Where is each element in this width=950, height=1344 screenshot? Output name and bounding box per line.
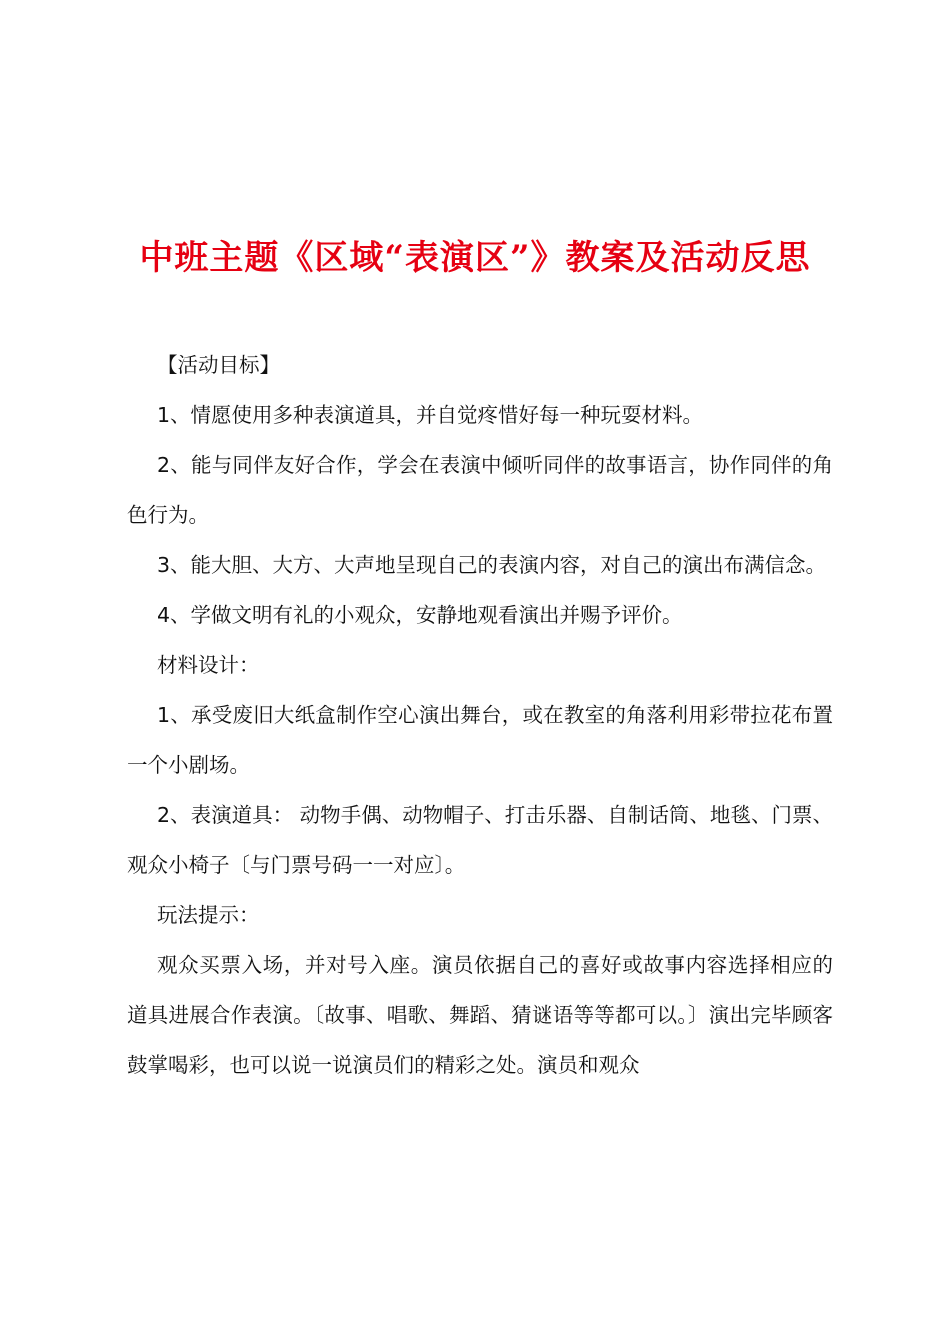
document-body: [127, 340, 833, 1090]
document-title: 中班主题《区域“表演区”》教案及活动反思: [139, 237, 811, 278]
goal-item-1: 1、情愿使用多种表演道具，并自觉疼惜好每一种玩耍材料。: [157, 403, 704, 427]
material-item-1: 1、承受废旧大纸盒制作空心演出舞台，或在教室的角落利用彩带拉花布置一个小剧场。: [127, 703, 833, 777]
section-heading-goals: 【活动目标】: [157, 353, 280, 377]
goal-item-4: 4、学做文明有礼的小观众，安静地观看演出并赐予评价。: [157, 603, 683, 627]
material-item-2: 2、表演道具： 动物手偶、动物帽子、打击乐器、自制话筒、地毯、门票、观众小椅子〔与门票号码一一对应〕。: [127, 803, 833, 877]
goal-item-3: 3、能大胆、大方、大声地呈现自己的表演内容，对自己的演出布满信念。: [157, 553, 827, 577]
section-heading-play-tips: 玩法提示：: [157, 903, 260, 927]
section-heading-materials: 材料设计：: [157, 653, 260, 677]
play-tips-paragraph: 观众买票入场，并对号入座。演员依据自己的喜好或故事内容选择相应的道具进展合作表演。〔故事、唱歌、舞蹈、猜谜语等等都可以。〕演出完毕顾客鼓掌喝彩，也可以说一说演员们的精彩之处。演员和观众: [127, 953, 833, 1077]
goal-item-2: 2、能与同伴友好合作，学会在表演中倾听同伴的故事语言，协作同伴的角色行为。: [127, 453, 833, 527]
